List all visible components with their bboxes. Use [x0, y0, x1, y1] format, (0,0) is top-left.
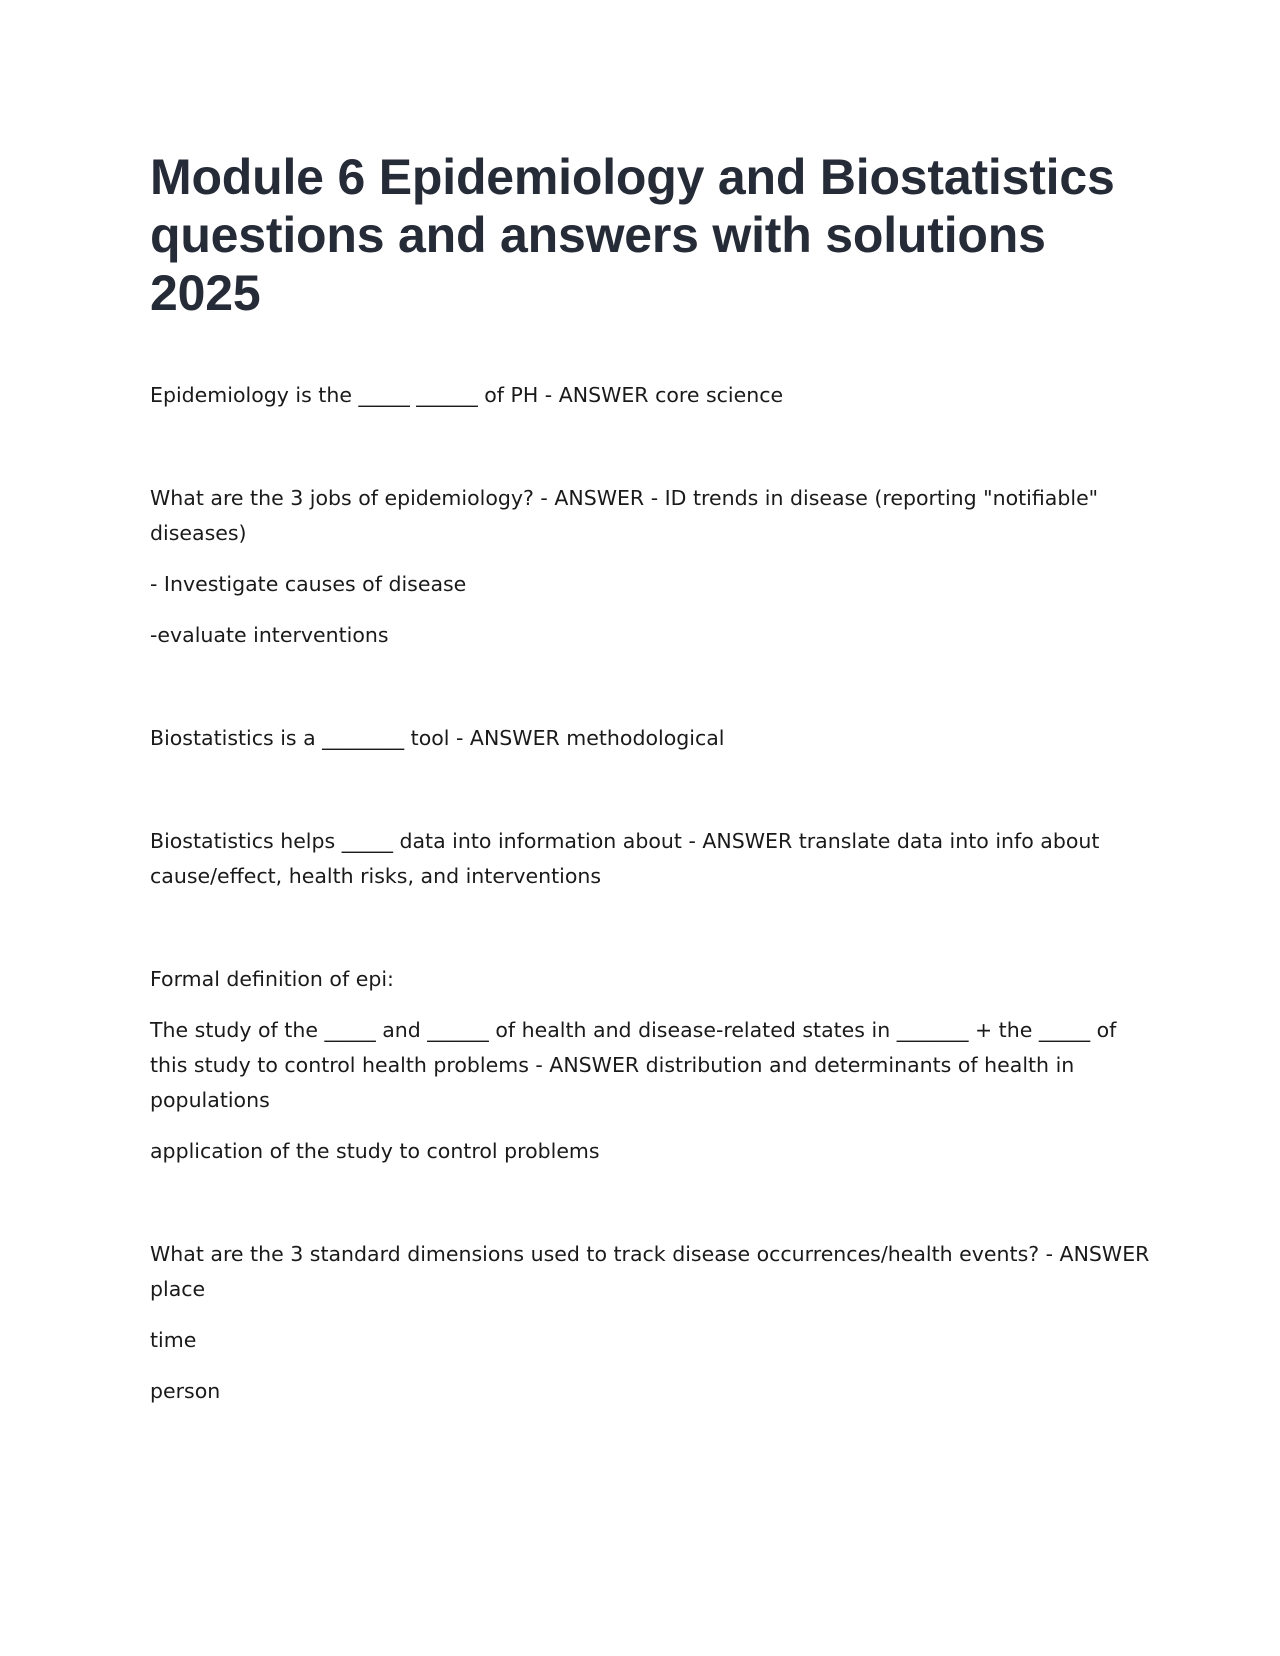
- qa-item-jobs-of-epidemiology: [150, 481, 1150, 653]
- question-heading: Formal definition of epi:: [150, 967, 394, 991]
- answer-continuation: application of the study to control problems: [150, 1139, 600, 1163]
- qa-list: [150, 378, 1150, 1477]
- question-answer-text: Biostatistics helps _____ data into information about - ANSWER translate data into info about cause/effect, health risks, and interventions: [150, 829, 1100, 888]
- question-answer-text: Biostatistics is a ________ tool - ANSWER methodological: [150, 726, 725, 750]
- question-answer-text: Epidemiology is the _____ ______ of PH - ANSWER core science: [150, 383, 784, 407]
- qa-item-standard-dimensions: [150, 1237, 1150, 1409]
- question-answer-text: What are the 3 standard dimensions used to track disease occurrences/health events? - ANSWER place: [150, 1242, 1150, 1301]
- qa-item-core-science: [150, 378, 1150, 413]
- qa-item-biostatistics-tool: [150, 721, 1150, 756]
- question-answer-text: What are the 3 jobs of epidemiology? - ANSWER - ID trends in disease (reporting "notifiable" diseases): [150, 486, 1099, 545]
- answer-continuation: -evaluate interventions: [150, 623, 389, 647]
- qa-item-biostatistics-helps: [150, 824, 1150, 894]
- document-title: Module 6 Epidemiology and Biostatistics questions and answers with solutions 2025: [150, 149, 1115, 321]
- qa-item-formal-definition: [150, 962, 1150, 1169]
- question-answer-text: The study of the _____ and ______ of health and disease-related states in _______ + the _____ of this study to control health problems - ANSWER distribution and determinants of health in populations: [150, 1018, 1117, 1112]
- answer-continuation: time: [150, 1328, 197, 1352]
- answer-continuation: person: [150, 1379, 221, 1403]
- answer-continuation: - Investigate causes of disease: [150, 572, 467, 596]
